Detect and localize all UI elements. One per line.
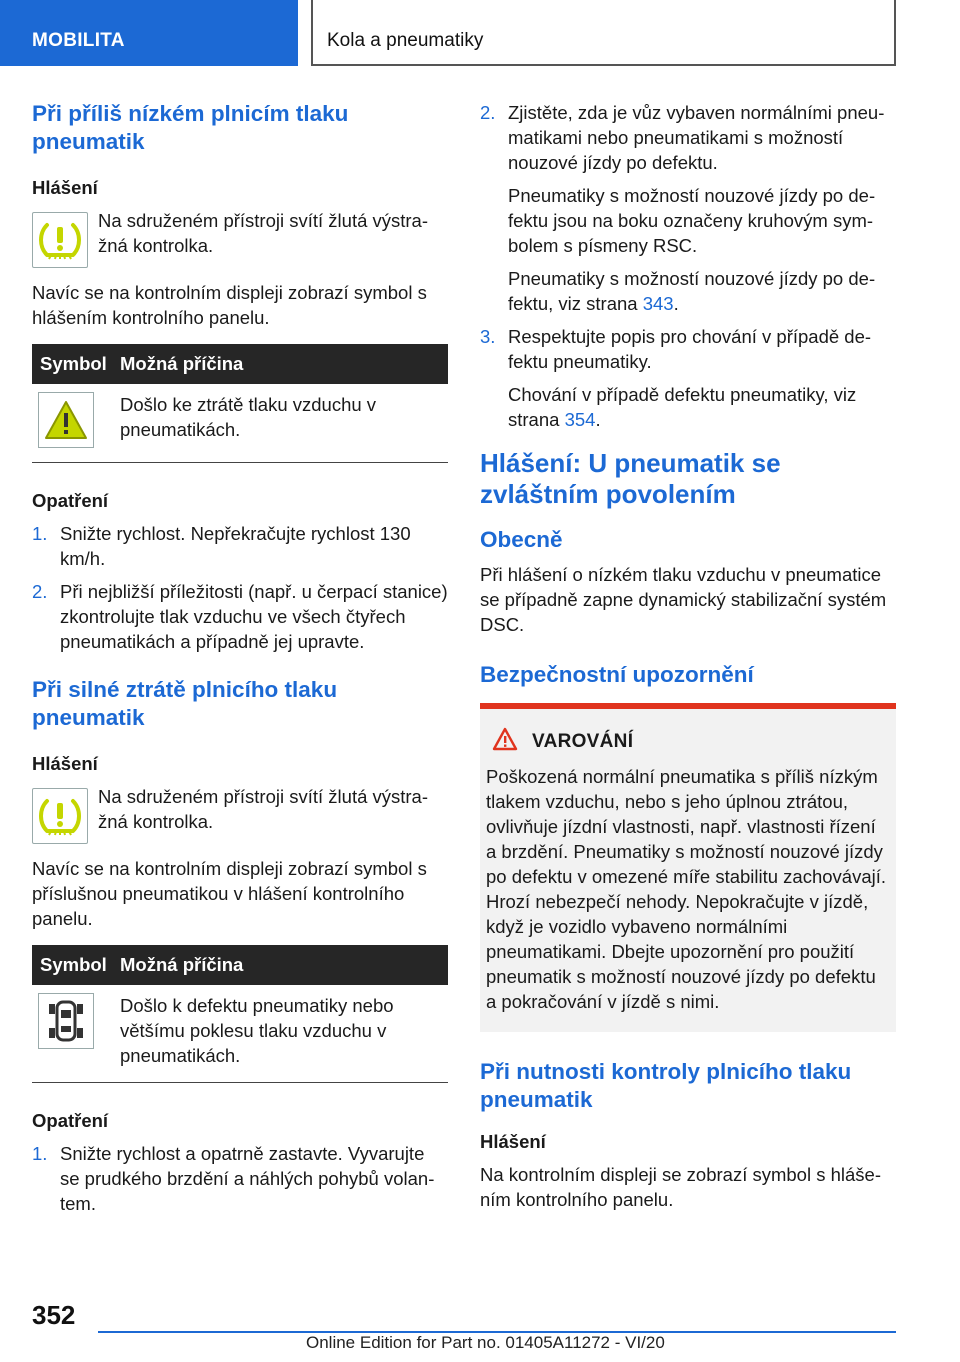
section-title-check-pressure: Při nutnosti kontroly plnicího tlaku pneumatik — [480, 1059, 852, 1112]
action-steps — [32, 1141, 448, 1216]
cause-text: Došlo ke ztrátě tlaku vzduchu v pneumatikách. — [120, 384, 448, 463]
warning-text: Poškozená normální pneumatika s příliš nízkým tlakem vzduchu, nebo s jeho úplnou ztrátou, ovlivňuje jízdní vlastnosti, např. vlastnosti řízení a brzdění. Pneumatiky s možností nouzové jízdy po defektu v omezené míře stabilitu zachovávají. Hrozí nebezpečí nehody. Nepokračujte v jízdě, když je vozidlo vybaveno normálními pneumatikami. Dbejte upozornění pro použití pneumatik s možností nouzové jízdy po defektu a pokračování v jízdě s nimi. — [486, 766, 887, 1012]
section-tab[interactable]: MOBILITA — [0, 0, 298, 66]
warning-box — [480, 703, 896, 1032]
list-item: 3. Respektujte popis pro chování v případě defektu pneumatiky. Chování v případě defektu pneumatiky, viz strana 354. — [480, 326, 872, 430]
warning-lamp-row — [32, 784, 448, 844]
car-tire-defect-icon — [38, 993, 94, 1049]
action-steps — [32, 521, 448, 654]
table-row — [32, 985, 448, 1083]
tire-pressure-warning-icon — [32, 212, 88, 268]
symbol-table — [32, 945, 448, 1083]
subsection-title-safety: Bezpečnostní upozornění — [480, 662, 754, 687]
page-header — [0, 0, 960, 66]
list-item: 1. Snižte rychlost a opatrně zastavte. Vyvarujte se prudkého brzdění a náhlých pohybů volantem. — [32, 1143, 435, 1214]
col-symbol: Symbol — [32, 945, 120, 985]
list-item: 2. Zjistěte, zda je vůz vybaven normálními pneumatikami nebo pneumatikami s možností nouzové jízdy po defektu. Pneumatiky s možností nouzové jízdy po defektu jsou na boku označeny kruhovým symbolem s písmeny RSC. Pneumatiky s možností nouzové jízdy po defektu, viz strana 343. — [480, 102, 885, 314]
list-item: 2. Při nejbližší příležitosti (např. u čerpací stanice) zkontrolujte tlak vzduchu ve všech čtyřech pneumatikách a případně jej upravte. — [32, 581, 448, 652]
right-column — [480, 100, 896, 1212]
section-title-strong-loss: Při silné ztrátě plnicího tlaku pneumatik — [32, 677, 338, 730]
page-link-354[interactable]: 354 — [564, 409, 596, 430]
warning-lamp-text: Na sdruženém přístroji svítí žlutá výstražná kontrolka. — [98, 786, 429, 832]
page-number: 352 — [32, 1300, 76, 1330]
col-cause: Možná příčina — [120, 344, 448, 384]
col-symbol: Symbol — [32, 344, 120, 384]
warning-title: VAROVÁNÍ — [532, 730, 634, 752]
action-label: Opatření — [32, 490, 109, 511]
message-label: Hlášení — [480, 1131, 546, 1152]
message-label: Hlášení — [32, 177, 98, 198]
subsection-title-general: Obecně — [480, 527, 563, 552]
message-label: Hlášení — [32, 753, 98, 774]
warning-lamp-row — [32, 208, 448, 268]
section-title-low-pressure: Při příliš nízkém plnicím tlaku pneumatik — [32, 101, 349, 154]
chapter-title: Kola a pneumatiky — [311, 0, 896, 66]
warning-lamp-text: Na sdruženém přístroji svítí žlutá výstražná kontrolka. — [98, 210, 429, 256]
page-link-343[interactable]: 343 — [642, 293, 674, 314]
caution-triangle-icon — [38, 392, 94, 448]
edition-text: Online Edition for Part no. 01405A11272 - VI/20 — [306, 1333, 665, 1352]
list-item: 1. Snižte rychlost. Nepřekračujte rychlost 130 km/h. — [32, 523, 411, 569]
action-steps-continued — [480, 100, 896, 432]
display-text: Na kontrolním displeji se zobrazí symbol s hlášením kontrolního panelu. — [480, 1164, 882, 1210]
warning-triangle-icon — [492, 727, 518, 756]
action-label: Opatření — [32, 1110, 109, 1131]
cause-text: Došlo k defektu pneumatiky nebo většímu poklesu tlaku vzduchu v pneumatikách. — [120, 985, 448, 1083]
tire-pressure-warning-icon — [32, 788, 88, 844]
table-row — [32, 384, 448, 463]
general-text: Při hlášení o nízkém tlaku vzduchu v pneumatice se případně zapne dynamický stabilizační systém DSC. — [480, 564, 887, 635]
display-text: Navíc se na kontrolním displeji zobrazí symbol s hlášením kontrolního panelu. — [32, 282, 427, 328]
section-title-special-tires: Hlášení: U pneumatik se zvláštním povolením — [480, 448, 781, 509]
col-cause: Možná příčina — [120, 945, 448, 985]
left-column — [32, 100, 448, 1232]
display-text: Navíc se na kontrolním displeji zobrazí symbol s příslušnou pneumatikou v hlášení kontrolního panelu. — [32, 858, 427, 929]
symbol-table — [32, 344, 448, 463]
